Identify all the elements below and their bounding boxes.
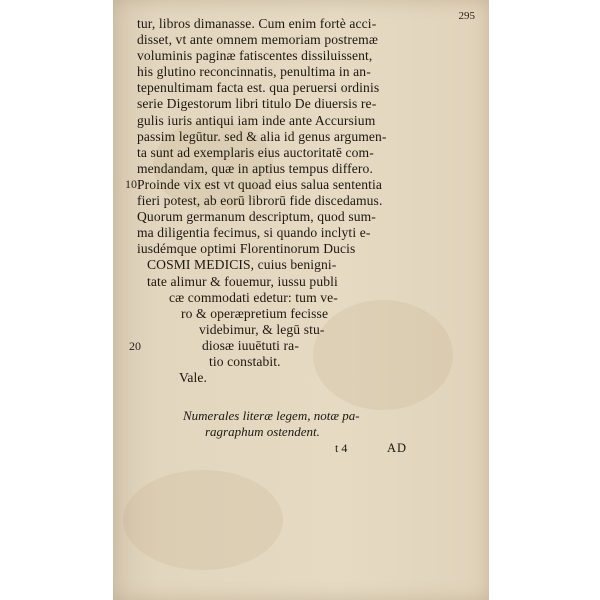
text-line: ta sunt ad exemplaris eius auctoritatē com-	[137, 144, 374, 160]
text-line: videbimur, & legū stu-	[199, 321, 325, 337]
catchword: AD	[387, 441, 408, 455]
text-line: serie Digestorum libri titulo De diuersis re-	[137, 96, 377, 112]
text-line: ro & operæpretium fecisse	[181, 305, 329, 321]
text-line: fieri potest, ab eorū librorū fide discedamus.	[137, 193, 383, 209]
text-line: tio constabit.	[209, 353, 281, 369]
text-line: his glutino reconcinnatis, penultima in an-	[137, 64, 371, 80]
line-number-20: 20	[129, 339, 141, 353]
text-line: COSMI MEDICIS, cuius benigni-	[147, 257, 337, 273]
text-line: diosæ iuuētuti ra-	[202, 337, 299, 353]
text-line: Proinde vix est vt quoad eius salua sententia	[137, 176, 382, 192]
line-number-10: 10	[125, 177, 137, 191]
text-line: cæ commodati edetur: tum ve-	[169, 289, 338, 305]
numerals-note	[183, 408, 413, 440]
text-line: tur, libros dimanasse. Cum enim fortè acci-	[137, 16, 377, 31]
text-line: disset, vt ante omnem memoriam postremæ	[137, 32, 378, 48]
book-page	[113, 0, 489, 600]
text-line: Quorum germanum descriptum, quod sum-	[137, 209, 376, 225]
text-line: tepenultimam facta est. qua peruersi ordinis	[137, 80, 380, 96]
note-line: ragraphum ostendent.	[205, 424, 320, 439]
text-line: ma diligentia fecimus, si quando inclyti e-	[137, 225, 371, 241]
text-line: iusdémque optimi Florentinorum Ducis	[137, 241, 356, 257]
signature-mark: t 4	[335, 441, 348, 455]
folio-number: 295	[458, 10, 475, 22]
text-line: Vale.	[179, 370, 208, 386]
text-line: voluminis paginæ fatiscentes dissiluissent,	[137, 48, 373, 64]
note-line: Numerales literæ legem, notæ pa-	[183, 408, 360, 423]
text-line: mendandam, quæ in aptius tempus differo.	[137, 160, 373, 176]
text-line: gulis iuris antiqui iam inde ante Accursium	[137, 112, 376, 128]
paper-stain	[123, 470, 283, 570]
body-text	[137, 16, 437, 386]
text-line: passim legūtur. sed & alia id genus argumen-	[137, 128, 387, 144]
text-line: tate alimur & fouemur, iussu publi	[147, 273, 338, 289]
